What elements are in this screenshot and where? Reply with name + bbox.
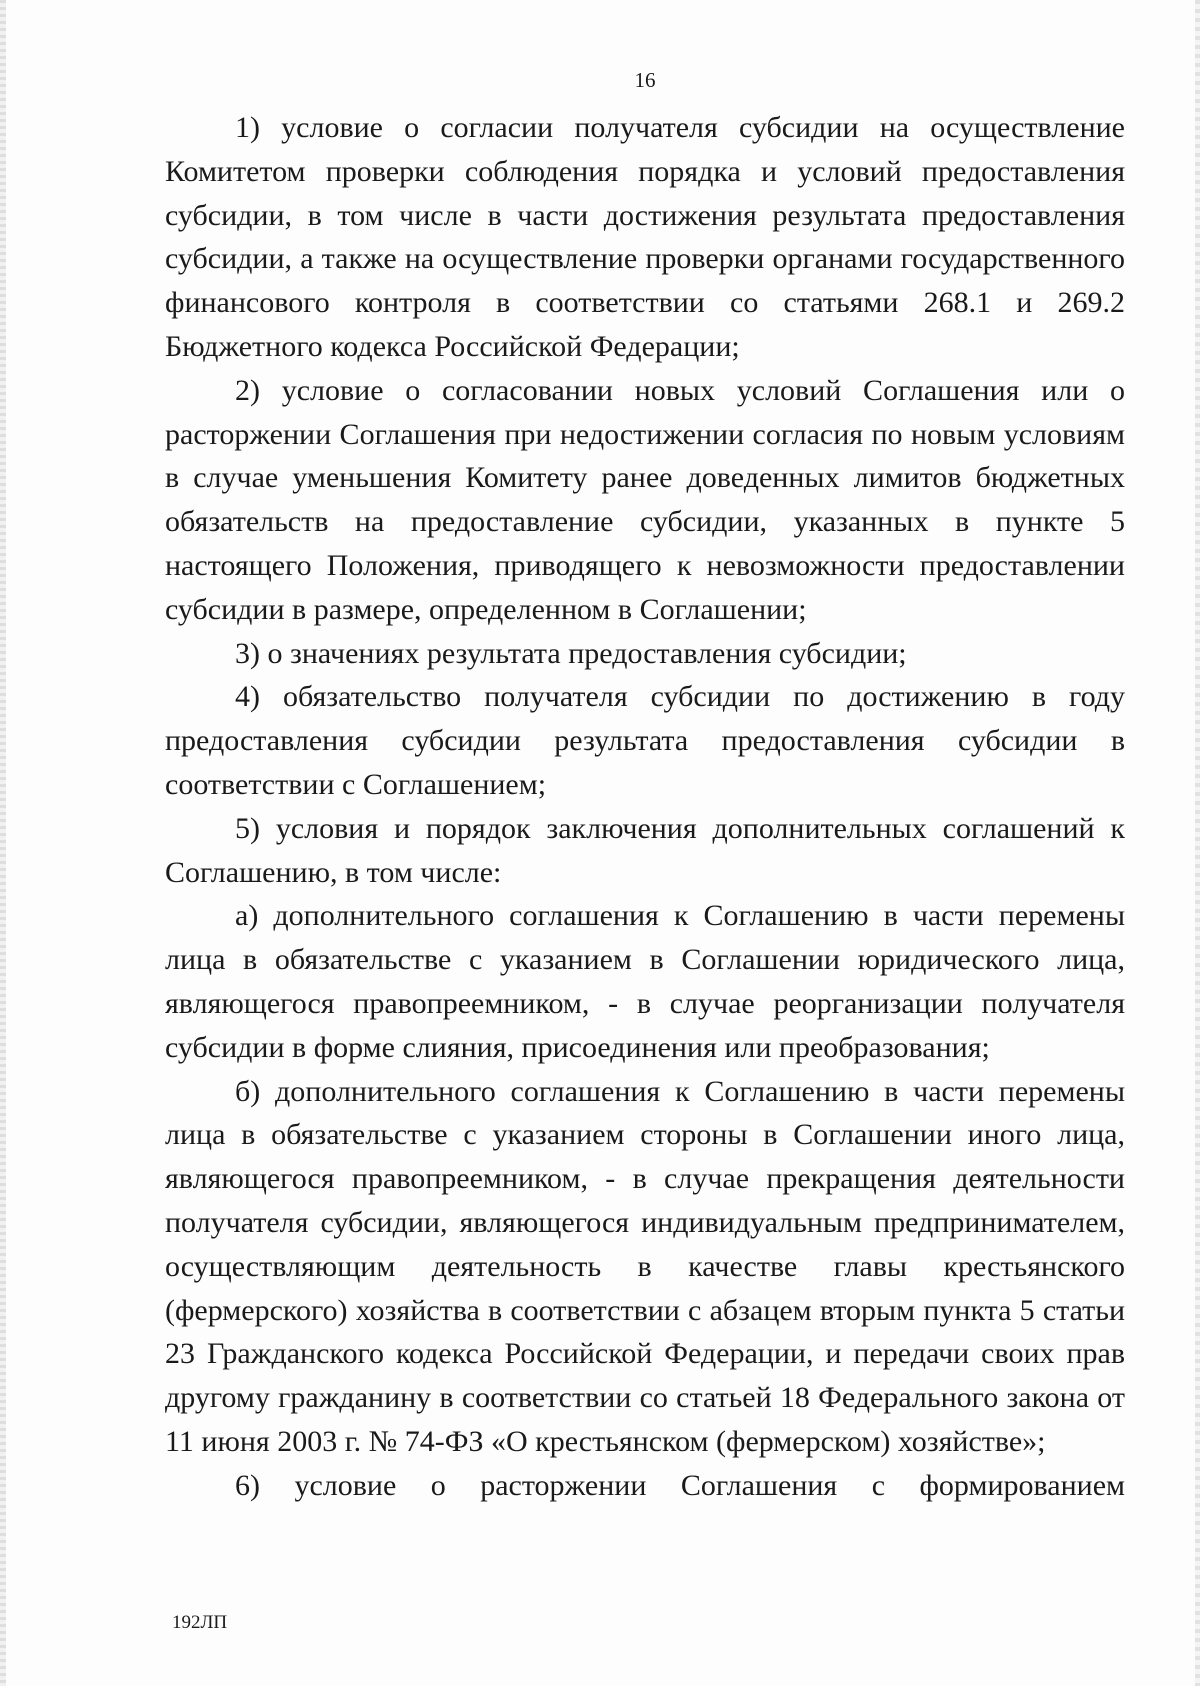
page-number: 16: [634, 68, 656, 92]
paragraph-3: 3) о значениях результата предоставления субсидии;: [235, 636, 907, 670]
paragraph-5: 5) условия и порядок заключения дополнительных соглашений к Соглашению, в том числе:: [165, 811, 1125, 889]
scan-edge-left: [0, 0, 6, 1686]
paragraph-6: 6) условие о расторжении Соглашения с формированием: [235, 1468, 1125, 1502]
paragraph-5a: а) дополнительного соглашения к Соглашению в части перемены лица в обязательстве с указанием в Соглашении юридического лица, являющегося правопреемником, - в случае реорганизации получателя субсидии в форме слияния, присоединения или преобразования;: [165, 899, 1125, 1064]
paragraph-1: 1) условие о согласии получателя субсидии на осуществление Комитетом проверки соблюдения порядка и условий предоставления субсидии, в том числе в части достижения результата предоставления субсидии, а также на осуществление проверки органами государственного финансового контроля в соответствии со статьями 268.1 и 269.2 Бюджетного кодекса Российской Федерации;: [165, 111, 1125, 363]
footer-document-code: 192ЛП: [172, 1612, 228, 1633]
document-body: [165, 106, 1125, 1508]
paragraph-2: 2) условие о согласовании новых условий Соглашения или о расторжении Соглашения при недостижении согласия по новым условиям в случае уменьшения Комитету ранее доведенных лимитов бюджетных обязательств на предоставление субсидии, указанных в пункте 5 настоящего Положения, приводящего к невозможности предоставлении субсидии в размере, определенном в Соглашении;: [165, 373, 1125, 626]
scan-edge-right: [1195, 0, 1200, 1686]
paragraph-4: 4) обязательство получателя субсидии по достижению в году предоставления субсидии результата предоставления субсидии в соответствии с Соглашением;: [165, 680, 1125, 801]
paragraph-5b: б) дополнительного соглашения к Соглашению в части перемены лица в обязательстве с указанием стороны в Соглашении иного лица, являющегося правопреемником, - в случае прекращения деятельности получателя субсидии, являющегося индивидуальным предпринимателем, осуществляющим деятельность в качестве главы крестьянского (фермерского) хозяйства в соответствии с абзацем вторым пункта 5 статьи 23 Гражданского кодекса Российской Федерации, и передачи своих прав другому гражданину в соответствии со статьей 18 Федерального закона от 11 июня 2003 г. № 74-ФЗ «О крестьянском (фермерском) хозяйстве»;: [165, 1074, 1125, 1458]
